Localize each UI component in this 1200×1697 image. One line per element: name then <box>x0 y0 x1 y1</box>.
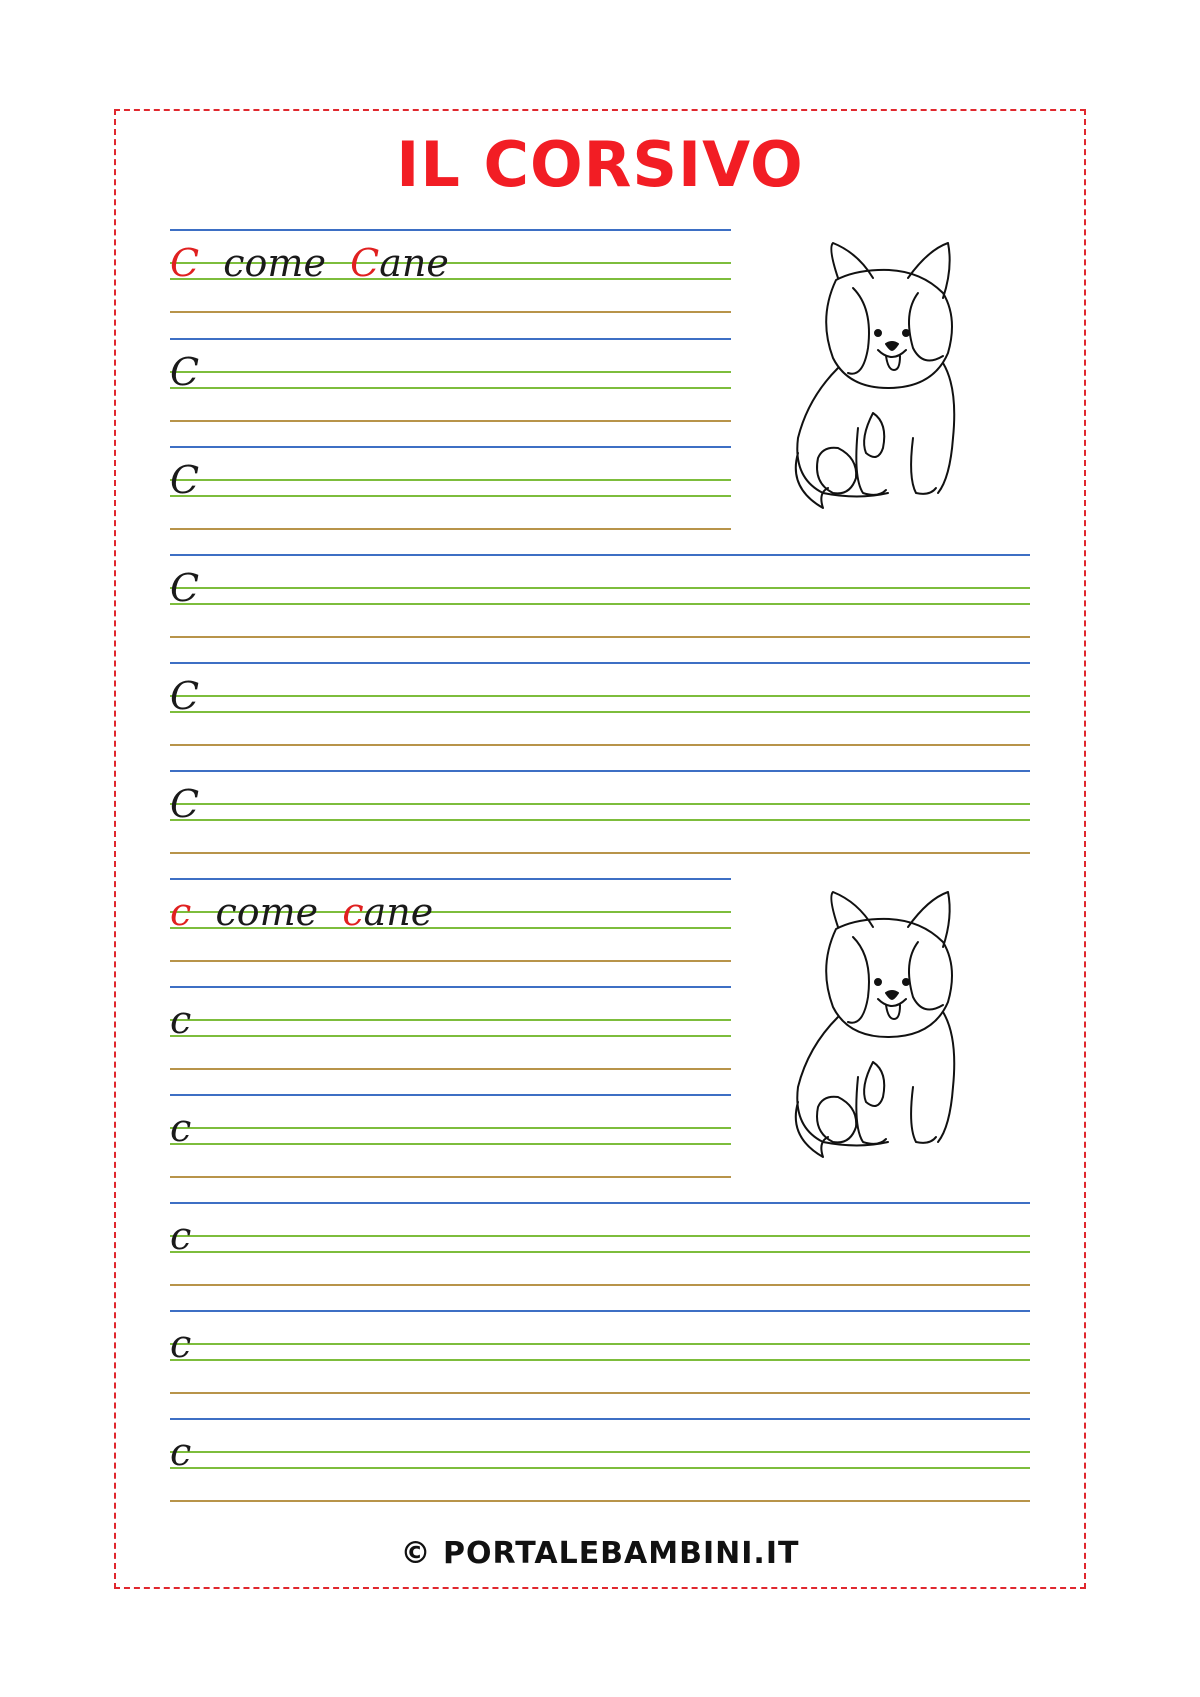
footer-credit: © PORTALEBAMBINI.IT <box>400 1536 800 1571</box>
page-title: IL CORSIVO <box>396 128 804 201</box>
practice-letter: c <box>170 1214 192 1258</box>
dog-icon <box>778 887 986 1167</box>
practice-row[interactable] <box>170 446 731 530</box>
practice-row[interactable] <box>170 1418 1030 1502</box>
practice-letter: C <box>170 458 200 502</box>
practice-letter: c <box>170 1106 192 1150</box>
practice-row[interactable] <box>170 662 1030 746</box>
model-text: c come cane <box>170 890 434 934</box>
practice-letter: C <box>170 782 200 826</box>
practice-row[interactable] <box>170 1094 731 1178</box>
dog-icon <box>778 238 986 518</box>
practice-letter: c <box>170 1322 192 1366</box>
practice-letter: C <box>170 566 200 610</box>
model-row-lowercase <box>170 878 731 962</box>
practice-row[interactable] <box>170 1310 1030 1394</box>
practice-row[interactable] <box>170 770 1030 854</box>
model-text: C come Cane <box>170 241 449 285</box>
practice-row[interactable] <box>170 338 731 422</box>
model-row-uppercase <box>170 229 731 313</box>
practice-row[interactable] <box>170 1202 1030 1286</box>
practice-letter: c <box>170 998 192 1042</box>
practice-row[interactable] <box>170 554 1030 638</box>
practice-letter: C <box>170 350 200 394</box>
practice-row[interactable] <box>170 986 731 1070</box>
practice-letter: C <box>170 674 200 718</box>
practice-letter: c <box>170 1430 192 1474</box>
